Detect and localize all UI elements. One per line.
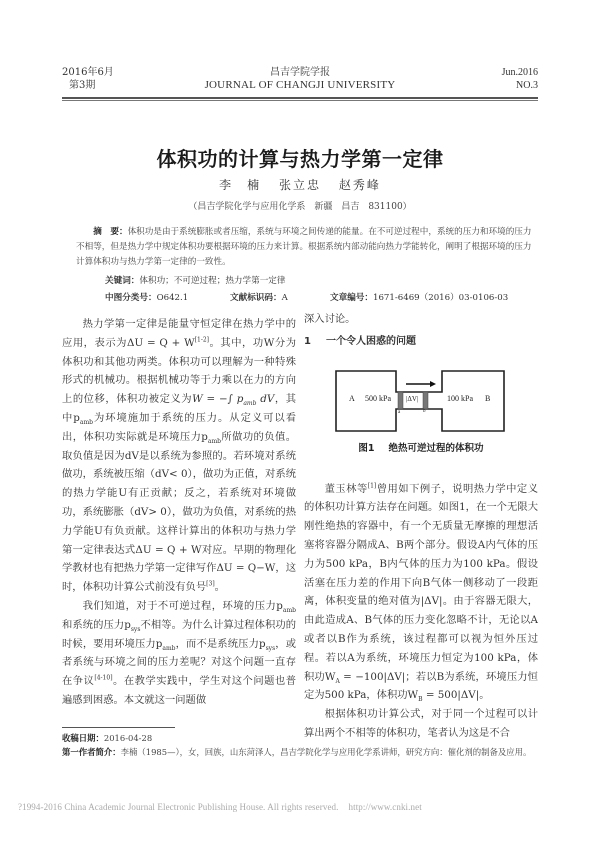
figure-1-piston-diagram	[335, 370, 505, 432]
piston-container-diagram	[335, 370, 505, 432]
paragraph-2: 我们知道，对于不可逆过程，环境的压力$p_{amb}$和系统的压力$p_{sys}$不相等。为什么计算过程体积功的时候，要用环境压力$p_{amb}$，而不是系统压力$p_{sys}$，或者系统与环境之间的压力差呢？对这个问题一直存在争议[4-10]。在教学实践中，学生对这个问题也普遍感到困惑。本文就这一问题做	[62, 599, 297, 706]
header-date-cn: 2016年6月	[62, 67, 114, 78]
journal-name-cn: 昌吉学院学报	[270, 67, 330, 78]
clc-value: O642.1	[156, 293, 189, 303]
figure-number: 图1	[358, 443, 375, 454]
citation[interactable]: [4-10]	[94, 674, 113, 682]
footnotes	[62, 731, 542, 759]
author-2: 张立忠	[278, 178, 321, 192]
journal-name-en: JOURNAL OF CHANGJI UNIVERSITY	[204, 79, 396, 91]
author-bio-text: 李楠（1985—），女，回族，山东菏泽人，昌吉学院化学与应用化学系讲师，研究方向：催化剂的制备及应用。	[120, 747, 532, 757]
article-no-value: 1671-6469（2016）03-0106-03	[372, 293, 509, 303]
body-column-left	[62, 315, 296, 710]
doc-code-label: 文献标识码：	[230, 293, 282, 303]
header-issue-cn: 第3期	[69, 80, 96, 91]
article-number	[330, 291, 508, 303]
author-list	[0, 176, 600, 193]
region-b-pressure: 100 kPa	[447, 394, 473, 403]
author-1: 李 楠	[219, 178, 262, 192]
section-title: 一个令人困惑的问题	[326, 335, 416, 347]
citation[interactable]: [3]	[206, 580, 215, 588]
article-no-label: 文章编号：	[330, 293, 373, 303]
header-date-en: Jun.2016	[501, 67, 538, 78]
header-right	[502, 66, 538, 92]
keywords-label: 关键词：	[105, 276, 140, 286]
keywords	[105, 274, 286, 286]
cnki-link[interactable]: http://www.cnki.net	[348, 802, 422, 812]
header-divider-thin	[62, 100, 538, 101]
region-b-label: B	[485, 394, 491, 403]
header-issue-en: NO.3	[516, 80, 538, 91]
section-number: 1	[304, 335, 311, 347]
first-author-bio	[62, 745, 542, 759]
doc-code-value: A	[281, 293, 288, 303]
copyright-notice	[18, 802, 422, 812]
clc-number	[105, 291, 188, 303]
abstract-label: 摘 要：	[93, 227, 128, 237]
paragraph-3: 董玉林等[1]曾用如下例子，说明热力学中定义的体积功计算方法存在问题。如图1，在一个无限大刚性绝热的容器中，有一个无质量无摩擦的理想活塞将容器分隔成A、B两个部分。假设A内气体的压力为500 kPa，B内气体的压力为100 kPa。假设活塞在压力差的作用下向B气体一侧移动了一段距离，体积变量的绝对值为|ΔV|。由于容器无限大，由此造成A、B气体的压力变化忽略不计，无论以A或者以B作为系统，该过程都可以视为恒外压过程。若以A为系统，环境压力恒定为100 kPa，体积功$W_A = -100|\Delta V|$；若以B为系统，环境压力恒定为500 kPa，体积功$W_B = 500|\Delta V|$。	[304, 482, 539, 704]
region-a-pressure: 500 kPa	[365, 394, 391, 403]
region-a-label: A	[349, 394, 355, 403]
header-center	[62, 66, 538, 92]
received-value: 2016-04-28	[103, 733, 153, 743]
citation[interactable]: [1-2]	[194, 336, 210, 344]
document-code	[230, 291, 288, 303]
paragraph-4: 根据体积功计算公式，对于同一个过程可以计算出两个不相等的体积功，笔者认为这是不合	[304, 708, 538, 739]
author-bio-label: 第一作者简介：	[62, 747, 121, 757]
received-label: 收稿日期：	[62, 733, 104, 743]
abstract	[76, 225, 532, 270]
author-3: 赵秀峰	[338, 178, 381, 192]
affiliation: （昌吉学院化学与应用化学系 新疆 昌吉 831100）	[188, 202, 412, 212]
figure-caption-text: 绝热可逆过程的体积功	[388, 443, 484, 454]
citation[interactable]: [1]	[367, 482, 377, 490]
footnote-divider	[62, 727, 175, 728]
piston-b-label: b	[423, 409, 426, 414]
paragraph-1: 热力学第一定律是能量守恒定律在热力学中的应用，表示为ΔU = Q + W[1-2]。其中，功W分为体积功和其他功两类。体积功可以理解为一种特殊形式的机械功。根据机械功等于力乘以在力的方向上的位移，体积功被定义为W = −∫ $p_{amb}$ dV，其中$p_{amb}$为环境施加于系统的压力。从定义可以看出，体积功实际就是环境压力$p_{amb}$所做功的负值。取负值是因为dV是以系统为参照的。若环境对系统做功，系统被压缩（dV< 0），做功为正值，对系统的热力学能U有正贡献；反之，若系统对环境做功，系统膨胀（dV> 0），做功为负值，对系统的热力学能U有负贡献。这样计算出的体积功与热力学第一定律表达式ΔU = Q + W对应。早期的物理化学教材也有把热力学第一定律写作ΔU = Q−W，这时，体积功计算公式前没有负号[3]。	[62, 318, 297, 594]
running-header	[62, 66, 538, 96]
article-title: 体积功的计算与热力学第一定律	[156, 147, 444, 171]
delta-v-label: |ΔV|	[406, 395, 419, 403]
figure-1-caption	[304, 440, 538, 454]
piston-a-label: a	[398, 410, 401, 415]
paragraph-continued: 深入讨论。	[304, 313, 356, 325]
copyright-text: ?1994-2016 China Academic Journal Electronic Publishing House. All rights reserved.	[18, 802, 339, 812]
abstract-text: 体积功是由于系统膨胀或者压缩，系统与环境之间传递的能量。在不可逆过程中，系统的压力和环境的压力不相等，但是热力学中规定体积功要根据环境的压力来计算。根据系统内部动能向热力学能转化，阐明了根据环境的压力计算体积功与热力学第一定律的一致性。	[76, 227, 532, 267]
received-date	[62, 731, 542, 745]
section-heading-1	[304, 333, 538, 352]
volume-work-formula: W = −∫ $p_{amb}$ dV	[192, 393, 275, 408]
keywords-text: 体积功；不可逆过程；热力学第一定律	[139, 276, 286, 286]
clc-label: 中图分类号：	[105, 293, 157, 303]
header-divider	[62, 97, 538, 99]
